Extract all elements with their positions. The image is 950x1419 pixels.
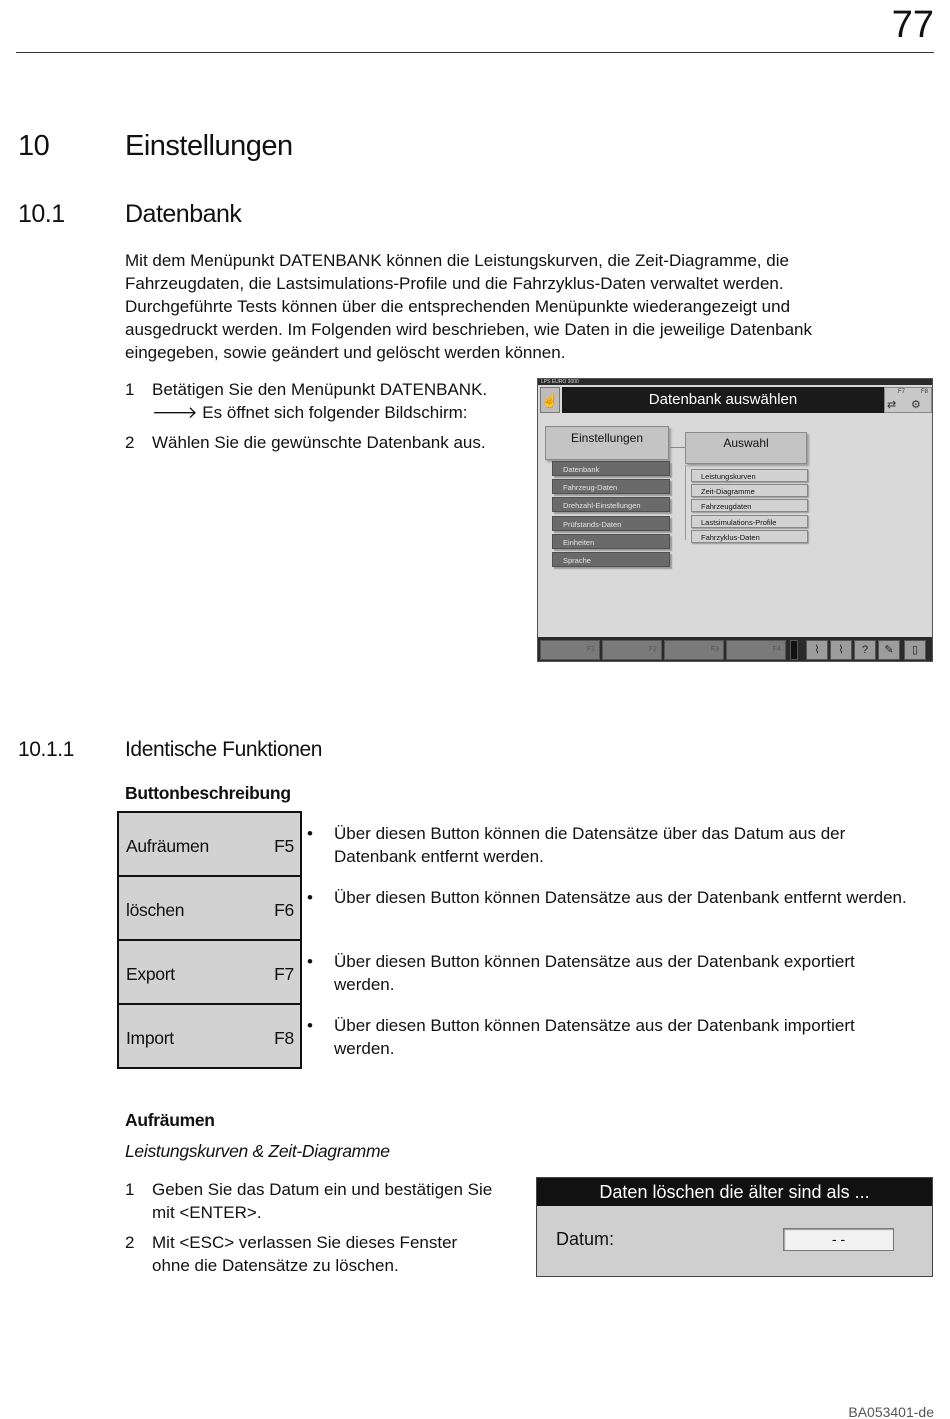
step-text: 🡒 Es öffnet sich folgender Bildschirm: xyxy=(152,403,468,422)
step-text: Wählen Sie die gewünschte Datenbank aus. xyxy=(152,433,486,452)
step-1 xyxy=(125,378,525,401)
description-text: Über diesen Button können Datensätze aus der Datenbank exportiert werden. xyxy=(334,952,855,994)
hand-icon[interactable]: ☝ xyxy=(540,387,560,413)
intro-line: eingegeben, sowie geändert und gelöscht werden können. xyxy=(125,343,566,362)
description-text: Über diesen Button können Datensätze aus der Datenbank entfernt werden. xyxy=(334,888,907,907)
step-1-result xyxy=(125,401,525,424)
import-button[interactable] xyxy=(119,1005,300,1067)
aufraeumen-subheading: Leistungskurven & Zeit-Diagramme xyxy=(125,1141,390,1161)
db-item-zeit-diagramme[interactable]: Zeit-Diagramme xyxy=(691,484,808,497)
dyno-icon[interactable]: ⚙ xyxy=(911,399,921,411)
menu-item-sprache[interactable]: Sprache xyxy=(552,552,670,567)
step-text: Betätigen Sie den Menüpunkt DATENBANK. xyxy=(152,380,488,399)
printer-icon[interactable]: ⇄ xyxy=(887,399,897,411)
aufraeumen-heading: Aufräumen xyxy=(125,1110,215,1130)
button-label: Aufräumen xyxy=(126,836,209,856)
menu-item-drehzahl[interactable]: Drehzahl-Einstellungen xyxy=(552,497,670,512)
aufraeumen-button[interactable] xyxy=(119,813,300,877)
einstellungen-panel: Einstellungen xyxy=(545,426,669,460)
menu-item-pruefstands-daten[interactable]: Prüfstands-Daten xyxy=(552,516,670,531)
bullet-icon: • xyxy=(307,824,313,843)
exit-icon[interactable]: ▯ xyxy=(904,640,926,660)
button-key: F8 xyxy=(274,1028,294,1048)
auswahl-panel: Auswahl xyxy=(685,432,807,464)
toolbar-right xyxy=(884,387,932,413)
section-number: 10.1 xyxy=(18,200,65,228)
datenbank-screenshot xyxy=(537,378,933,662)
button-label: Export xyxy=(126,964,175,984)
function-key-bar xyxy=(538,637,932,662)
description-text: Über diesen Button können die Datensätze über das Datum aus der Datenbank entfernt werden. xyxy=(334,824,846,866)
bullet-icon: • xyxy=(307,1016,313,1035)
section-title: Datenbank xyxy=(125,200,242,228)
loeschen-button[interactable] xyxy=(119,877,300,941)
button-key: F7 xyxy=(274,964,294,984)
step-number: 1 xyxy=(125,380,135,399)
separator-icon xyxy=(790,640,798,660)
step-text: Geben Sie das Datum ein und bestätigen Sie xyxy=(152,1180,493,1199)
intro-line: Fahrzeugdaten, die Lastsimulations-Profile und die Fahrzyklus-Daten verwaltet werden. xyxy=(125,274,784,293)
aufraeumen-step-2 xyxy=(125,1231,525,1277)
fkey-label: F8 xyxy=(921,389,929,395)
menu-item-datenbank[interactable]: Datenbank xyxy=(552,461,670,476)
step-number: 2 xyxy=(125,433,135,452)
arrow-down-icon[interactable]: ⌇ xyxy=(830,640,852,660)
button-key: F5 xyxy=(274,836,294,856)
db-item-lastsimulations-profile[interactable]: Lastsimulations-Profile xyxy=(691,515,808,528)
button-label: löschen xyxy=(126,900,185,920)
arrow-up-icon[interactable]: ⌇ xyxy=(806,640,828,660)
aufraeumen-step-1 xyxy=(125,1178,525,1224)
menu-item-fahrzeug-daten[interactable]: Fahrzeug-Daten xyxy=(552,479,670,494)
fkey-button[interactable]: F1 xyxy=(540,640,600,660)
help-icon[interactable]: ? xyxy=(854,640,876,660)
settings-icon[interactable]: ✎ xyxy=(878,640,900,660)
datum-field[interactable]: - - xyxy=(783,1228,894,1251)
intro-line: Durchgeführte Tests können über die entsprechenden Menüpunkte wiederangezeigt und xyxy=(125,297,791,316)
datum-label: Datum: xyxy=(556,1229,615,1249)
app-titlebar: LPS EURO 3000 xyxy=(538,379,932,385)
fkey-label: F7 xyxy=(898,389,906,395)
export-button[interactable] xyxy=(119,941,300,1005)
step-text: mit <ENTER>. xyxy=(152,1203,262,1222)
fkey-button[interactable]: F3 xyxy=(664,640,724,660)
subsection-title: Identische Funktionen xyxy=(125,738,323,761)
document-code: BA053401-de xyxy=(848,1404,934,1419)
database-menu xyxy=(691,469,808,545)
page-number: 77 xyxy=(891,4,934,46)
intro-line: Mit dem Menüpunkt DATENBANK können die Leistungskurven, die Zeit-Diagramme, die xyxy=(125,251,789,270)
settings-menu xyxy=(552,461,670,570)
db-item-fahrzyklus-daten[interactable]: Fahrzyklus-Daten xyxy=(691,530,808,543)
fkey-button[interactable]: F4 xyxy=(726,640,786,660)
step-2 xyxy=(125,431,525,454)
button-key: F6 xyxy=(274,900,294,920)
subsection-number: 10.1.1 xyxy=(18,738,74,761)
buttonbeschreibung-heading: Buttonbeschreibung xyxy=(125,783,291,803)
fkey-button[interactable]: F2 xyxy=(602,640,662,660)
description-text: Über diesen Button können Datensätze aus der Datenbank importiert werden. xyxy=(334,1016,855,1058)
step-number: 2 xyxy=(125,1233,135,1252)
intro-paragraph xyxy=(125,249,915,364)
button-label: Import xyxy=(126,1028,174,1048)
step-text: Mit <ESC> verlassen Sie dieses Fenster xyxy=(152,1233,458,1252)
connector-line xyxy=(685,465,686,540)
header-divider xyxy=(16,52,934,53)
step-number: 1 xyxy=(125,1180,135,1199)
chapter-number: 10 xyxy=(18,130,50,162)
screen-title: Datenbank auswählen xyxy=(562,387,884,413)
db-item-leistungskurven[interactable]: Leistungskurven xyxy=(691,469,808,482)
bullet-icon: • xyxy=(307,888,313,907)
db-item-fahrzeugdaten[interactable]: Fahrzeugdaten xyxy=(691,499,808,512)
menu-item-einheiten[interactable]: Einheiten xyxy=(552,534,670,549)
intro-line: ausgedruckt werden. Im Folgenden wird beschrieben, wie Daten in die jeweilige Datenbank xyxy=(125,320,813,339)
delete-dialog-screenshot xyxy=(536,1177,933,1277)
button-table xyxy=(117,811,302,1069)
dialog-title: Daten löschen die älter sind als ... xyxy=(537,1178,932,1206)
chapter-title: Einstellungen xyxy=(125,130,293,162)
step-text: ohne die Datensätze zu löschen. xyxy=(152,1256,399,1275)
bullet-icon: • xyxy=(307,952,313,971)
